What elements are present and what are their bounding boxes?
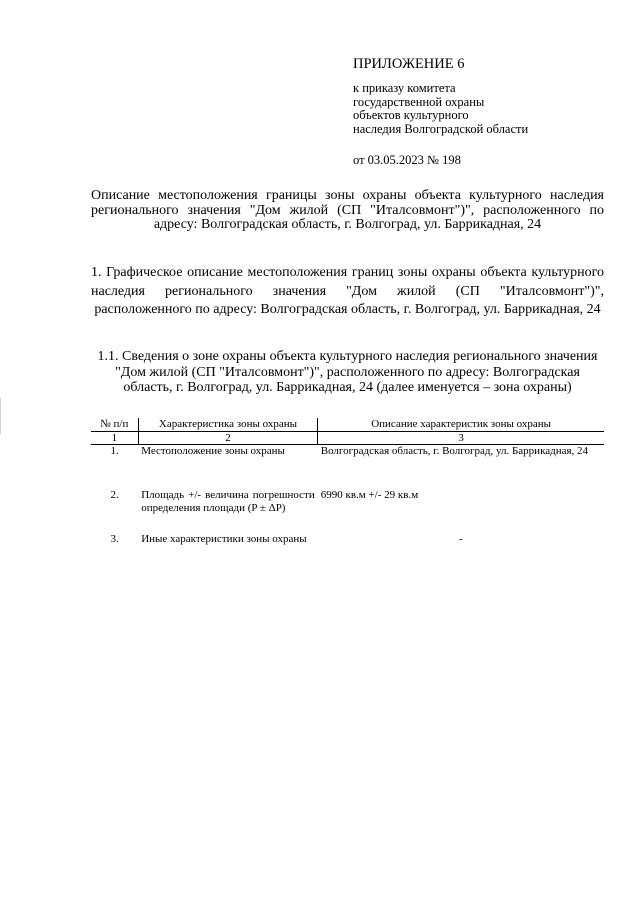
row-characteristic: Местоположение зоны охраны [141,445,285,457]
table-numbering-row [91,432,604,445]
approval-title: ПРИЛОЖЕНИЕ 6 [353,56,465,72]
header-characteristic: Характеристика зоны охраны [138,418,318,432]
approval-line: наследия Волгоградской области [353,121,529,136]
approval-lines [353,82,623,136]
row-description: Волгоградская область, г. Волгоград, ул. Баррикадная, 24 [320,445,589,457]
section-1-heading: 1. Графическое описание местоположения границ зоны охраны объекта культурного наследия регионального значения "Дом жилой (СП "Италсовмонт")", расположенного по адресу: Волгоградская область, г. Волгоград, ул. Баррикадная, 24 [91,265,604,317]
numbering-cell: 1 [91,432,138,445]
approval-block [353,56,623,168]
table-header-row [91,418,604,432]
approval-date: от 03.05.2023 № 198 [353,153,461,167]
zone-table [91,418,604,573]
header-number: № п/п [91,418,138,432]
section-1-1-heading: 1.1. Сведения о зоне охраны объекта культурного наследия регионального значения "Дом жилой (СП "Италсовмонт")", расположенного по адресу: Волгоградская область, г. Волгоград, ул. Баррикадная, 24 (далее именуется – зона охраны) [97,349,598,395]
row-characteristic: Площадь +/- величина погрешности определения площади (P ± ΔP) [141,489,315,514]
scan-margin-line [0,398,1,434]
row-characteristic: Иные характеристики зоны охраны [141,533,307,545]
row-number: 1. [110,445,119,457]
table-row [91,533,604,573]
numbering-cell: 3 [318,432,604,445]
header-description: Описание характеристик зоны охраны [318,418,604,432]
row-number: 2. [110,489,119,501]
document-title: Описание местоположения границы зоны охраны объекта культурного наследия регионального значения "Дом жилой (СП "Италсовмонт")", расположенного по адресу: Волгоградская область, г. Волгоград, ул. Баррикадная, 24 [91,188,604,232]
approval-line: объектов культурного [353,108,469,122]
row-description: - [459,533,463,545]
row-description: 6990 кв.м +/- 29 кв.м [320,489,419,501]
table-row [91,489,604,533]
row-number: 3. [110,533,119,545]
numbering-cell: 2 [138,432,318,445]
table-row [91,445,604,490]
approval-line: государственной охраны [353,94,485,109]
approval-line: к приказу комитета [353,81,456,95]
